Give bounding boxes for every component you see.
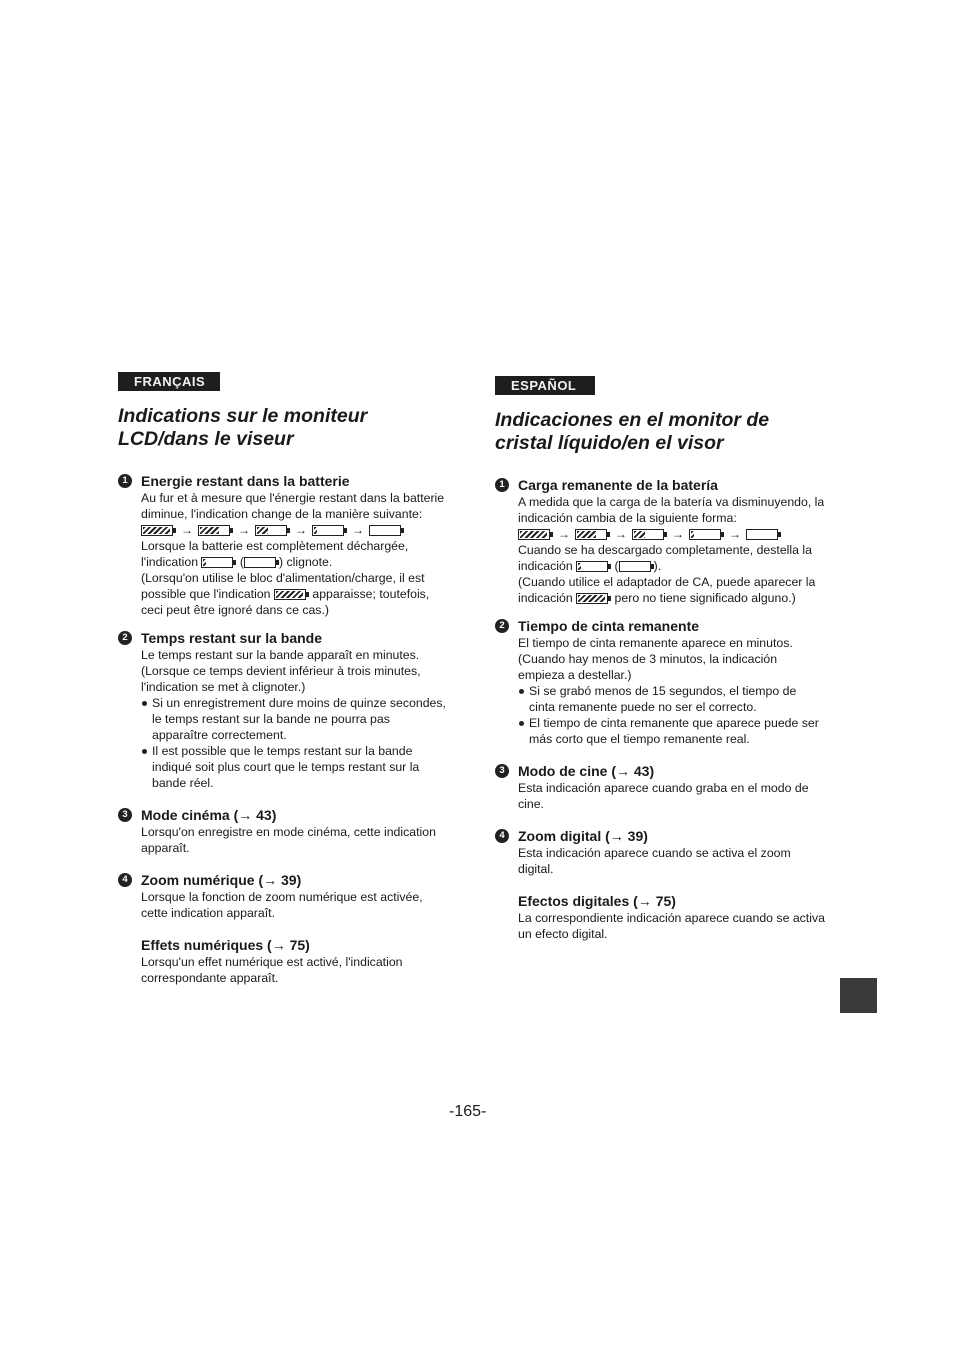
paragraph: Lorsque la batterie est complètement déchargée, l'indication bbox=[141, 539, 409, 569]
number-4-icon: 4 bbox=[495, 829, 509, 843]
section-heading: Effets numériques (→ 75) bbox=[141, 937, 310, 953]
french-title bbox=[118, 405, 448, 451]
battery-full-icon bbox=[518, 529, 550, 540]
arrow-icon: → bbox=[238, 523, 250, 537]
french-column bbox=[118, 372, 448, 986]
section-heading: Zoom digital (→ 39) bbox=[518, 828, 648, 844]
language-badge-french: FRANÇAIS bbox=[118, 372, 220, 391]
paragraph: . bbox=[657, 559, 662, 573]
battery-empty-icon bbox=[746, 529, 778, 540]
section-heading: Temps restant sur la bande bbox=[141, 630, 323, 646]
section-heading: Energie restant dans la batterie bbox=[141, 473, 350, 489]
paragraph: Esta indicación aparece cuando graba en el modo de cine. bbox=[518, 781, 809, 811]
paragraph: Le temps restant sur la bande apparaît en minutes. (Lorsque ce temps devient inférieur à trois minutes, l'indication se met à clignoter.) bbox=[141, 648, 421, 694]
battery-low-icon bbox=[201, 557, 233, 568]
section-heading: Modo de cine (→ 43) bbox=[518, 763, 655, 779]
paragraph: El tiempo de cinta remanente aparece en minutos. (Cuando hay menos de 3 minutos, la indicación empieza a destellar.) bbox=[518, 636, 793, 682]
section-heading: Carga remanente de la batería bbox=[518, 477, 718, 493]
battery-two-thirds-icon bbox=[198, 525, 230, 536]
paragraph: (Lorsqu'on utilise le bloc d'alimentation/charge, il est possible que l'indication bbox=[141, 571, 425, 601]
bullet-list bbox=[141, 695, 448, 791]
spanish-title-line2: cristal líquido/en el visor bbox=[495, 432, 724, 454]
number-2-icon: 2 bbox=[118, 631, 132, 645]
paragraph: Lorsque la fonction de zoom numérique est activée, cette indication apparaît. bbox=[141, 890, 423, 920]
battery-sequence bbox=[141, 522, 448, 538]
arrow-icon: → bbox=[295, 523, 307, 537]
es-section-zoom bbox=[495, 828, 825, 877]
battery-empty-icon bbox=[244, 557, 276, 568]
paragraph: pero no tiene significado alguno.) bbox=[614, 591, 796, 605]
page-edge-tab-marker bbox=[840, 978, 877, 1013]
arrow-icon: → bbox=[352, 523, 364, 537]
paragraph: La correspondiente indicación aparece cuando se activa un efecto digital. bbox=[518, 911, 825, 941]
fr-section-battery: 1 Energie restant dans la batterie Au fur et à mesure que l'énergie restant dans la batterie diminue, l'indication change de la manière suivante: → → → → Lorsque la batterie est complètement déchargée, l'indication ( ) clignote. (Lorsqu'on utilise le bloc d'alimentation/charge, il est possible que l'indication apparaisse; toutefois, ceci peut être ignoré dans ce cas.) bbox=[118, 473, 448, 618]
es-section-cinema bbox=[495, 763, 825, 812]
fr-section-effects bbox=[118, 937, 448, 986]
paragraph: Au fur et à mesure que l'énergie restant dans la batterie diminue, l'indication change de la manière suivante: bbox=[141, 491, 445, 521]
battery-empty-icon bbox=[619, 561, 651, 572]
number-3-icon: 3 bbox=[118, 808, 132, 822]
section-heading: Zoom numérique (→ 39) bbox=[141, 872, 302, 888]
list-item: Il est possible que le temps restant sur la bande indiqué soit plus court que le temps restant sur la bande réel. bbox=[141, 743, 448, 791]
section-heading: Efectos digitales (→ 75) bbox=[518, 893, 676, 909]
battery-low-icon bbox=[689, 529, 721, 540]
number-1-icon: 1 bbox=[118, 474, 132, 488]
fr-section-zoom bbox=[118, 872, 448, 921]
paragraph: A medida que la carga de la batería va disminuyendo, la indicación cambia de la siguiente forma: bbox=[518, 495, 825, 525]
paragraph: Lorsqu'on enregistre en mode cinéma, cette indication apparaît. bbox=[141, 825, 436, 855]
battery-full-icon bbox=[274, 589, 306, 600]
list-item: El tiempo de cinta remanente que aparece puede ser más corto que el tiempo remanente real. bbox=[518, 715, 825, 747]
paragraph: Cuando se ha descargado completamente, destella la indicación bbox=[518, 543, 812, 573]
paragraph: (Cuando utilice el adaptador de CA, puede aparecer la indicación bbox=[518, 575, 816, 605]
spanish-title-line1: Indicaciones en el monitor de bbox=[495, 409, 770, 431]
arrow-icon: → bbox=[615, 527, 627, 541]
arrow-icon: → bbox=[729, 527, 741, 541]
paragraph: Esta indicación aparece cuando se activa el zoom digital. bbox=[518, 846, 791, 876]
arrow-icon: → bbox=[672, 527, 684, 541]
battery-full-icon bbox=[141, 525, 173, 536]
list-item: Si se grabó menos de 15 segundos, el tiempo de cinta remanente puede no ser el correcto. bbox=[518, 683, 825, 715]
battery-low-icon bbox=[576, 561, 608, 572]
number-4-icon: 4 bbox=[118, 873, 132, 887]
battery-low-icon bbox=[312, 525, 344, 536]
list-item: Si un enregistrement dure moins de quinze secondes, le temps restant sur la bande ne pourra pas apparaître correctement. bbox=[141, 695, 448, 743]
es-section-battery: 1 Carga remanente de la batería A medida que la carga de la batería va disminuyendo, la indicación cambia de la siguiente forma: → → → → Cuando se ha descargado completamente, destella la indicación ( ). (Cuando utilice el adaptador de CA, puede aparecer la indicación pero no tiene significado alguno.) bbox=[495, 477, 825, 606]
number-2-icon: 2 bbox=[495, 619, 509, 633]
battery-one-third-icon bbox=[255, 525, 287, 536]
arrow-icon: → bbox=[558, 527, 570, 541]
es-section-effects bbox=[495, 893, 825, 942]
number-1-icon: 1 bbox=[495, 478, 509, 492]
section-heading: Mode cinéma (→ 43) bbox=[141, 807, 277, 823]
arrow-icon: → bbox=[181, 523, 193, 537]
battery-empty-icon bbox=[369, 525, 401, 536]
fr-section-cinema bbox=[118, 807, 448, 856]
french-title-line2: LCD/dans le viseur bbox=[118, 428, 294, 450]
es-section-tape bbox=[495, 618, 825, 747]
page-number: -165- bbox=[449, 1103, 487, 1120]
battery-one-third-icon bbox=[632, 529, 664, 540]
battery-two-thirds-icon bbox=[575, 529, 607, 540]
bullet-list bbox=[518, 683, 825, 747]
number-3-icon: 3 bbox=[495, 764, 509, 778]
battery-sequence bbox=[518, 526, 825, 542]
section-heading: Tiempo de cinta remanente bbox=[518, 618, 700, 634]
paragraph: apparaisse; toutefois, ceci peut être ignoré dans ce cas.) bbox=[141, 587, 430, 617]
spanish-title bbox=[495, 409, 825, 455]
battery-full-icon bbox=[576, 593, 608, 604]
language-badge-spanish: ESPAÑOL bbox=[495, 376, 595, 395]
french-title-line1: Indications sur le moniteur bbox=[118, 405, 368, 427]
fr-section-tape bbox=[118, 630, 448, 791]
paragraph: clignote. bbox=[286, 555, 333, 569]
spanish-column bbox=[495, 372, 825, 942]
paragraph: Lorsqu'un effet numérique est activé, l'indication correspondante apparaît. bbox=[141, 955, 403, 985]
